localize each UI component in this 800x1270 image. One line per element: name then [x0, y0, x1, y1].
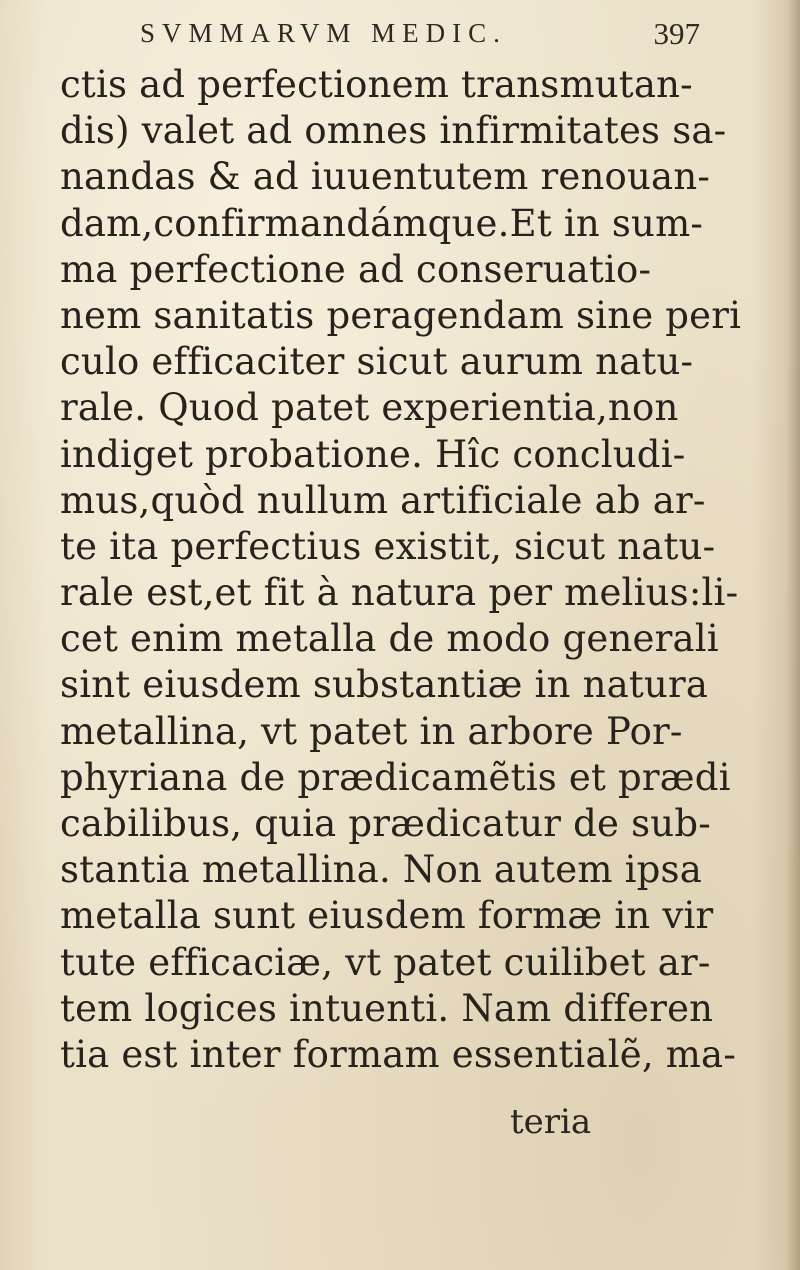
text-line: dam,confirmandámque.Et in sum-	[60, 201, 704, 245]
catchword: teria	[510, 1102, 592, 1142]
text-line: phyriana de prædicamẽtis et prædi	[60, 755, 731, 799]
text-line: nandas & ad iuuentutem renouan-	[60, 155, 711, 199]
text-line: tem logices intuenti. Nam differen	[60, 986, 714, 1030]
text-line: rale. Quod patet experientia,non	[60, 386, 679, 430]
text-line: sint eiusdem substantiæ in natura	[60, 663, 709, 707]
text-line: metalla sunt eiusdem formæ in vir	[60, 894, 714, 938]
text-line: dis) valet ad omnes infirmitates sa-	[60, 109, 727, 153]
running-head-title: SVMMARVM MEDIC.	[140, 18, 507, 48]
page-edge-shadow	[786, 0, 800, 1270]
text-line: cet enim metalla de modo generali	[60, 617, 719, 661]
text-line: ctis ad perfectionem transmutan-	[60, 63, 693, 106]
text-line: ma perfectione ad conseruatio-	[60, 247, 652, 291]
text-line: tia est inter formam essentialẽ, ma-	[60, 1032, 737, 1076]
text-line: culo efficaciter sicut aurum natu-	[60, 340, 694, 384]
text-line: metallina, vt patet in arbore Por-	[60, 709, 683, 753]
text-line: cabilibus, quia prædicatur de sub-	[60, 802, 711, 845]
text-line: indiget probatione. Hîc concludi-	[60, 432, 686, 476]
page-number: 397	[653, 16, 700, 51]
body-text	[60, 62, 742, 1078]
text-line: nem sanitatis peragendam sine peri	[60, 293, 742, 337]
running-head	[140, 14, 700, 58]
text-line: tute efficaciæ, vt patet cuilibet ar-	[60, 940, 711, 984]
text-line: rale est,et fit à natura per melius:li-	[60, 571, 739, 615]
text-line: mus,quòd nullum artificiale ab ar-	[60, 478, 706, 522]
text-line: te ita perfectius existit, sicut natu-	[60, 524, 716, 568]
text-line: stantia metallina. Non autem ipsa	[60, 848, 702, 892]
